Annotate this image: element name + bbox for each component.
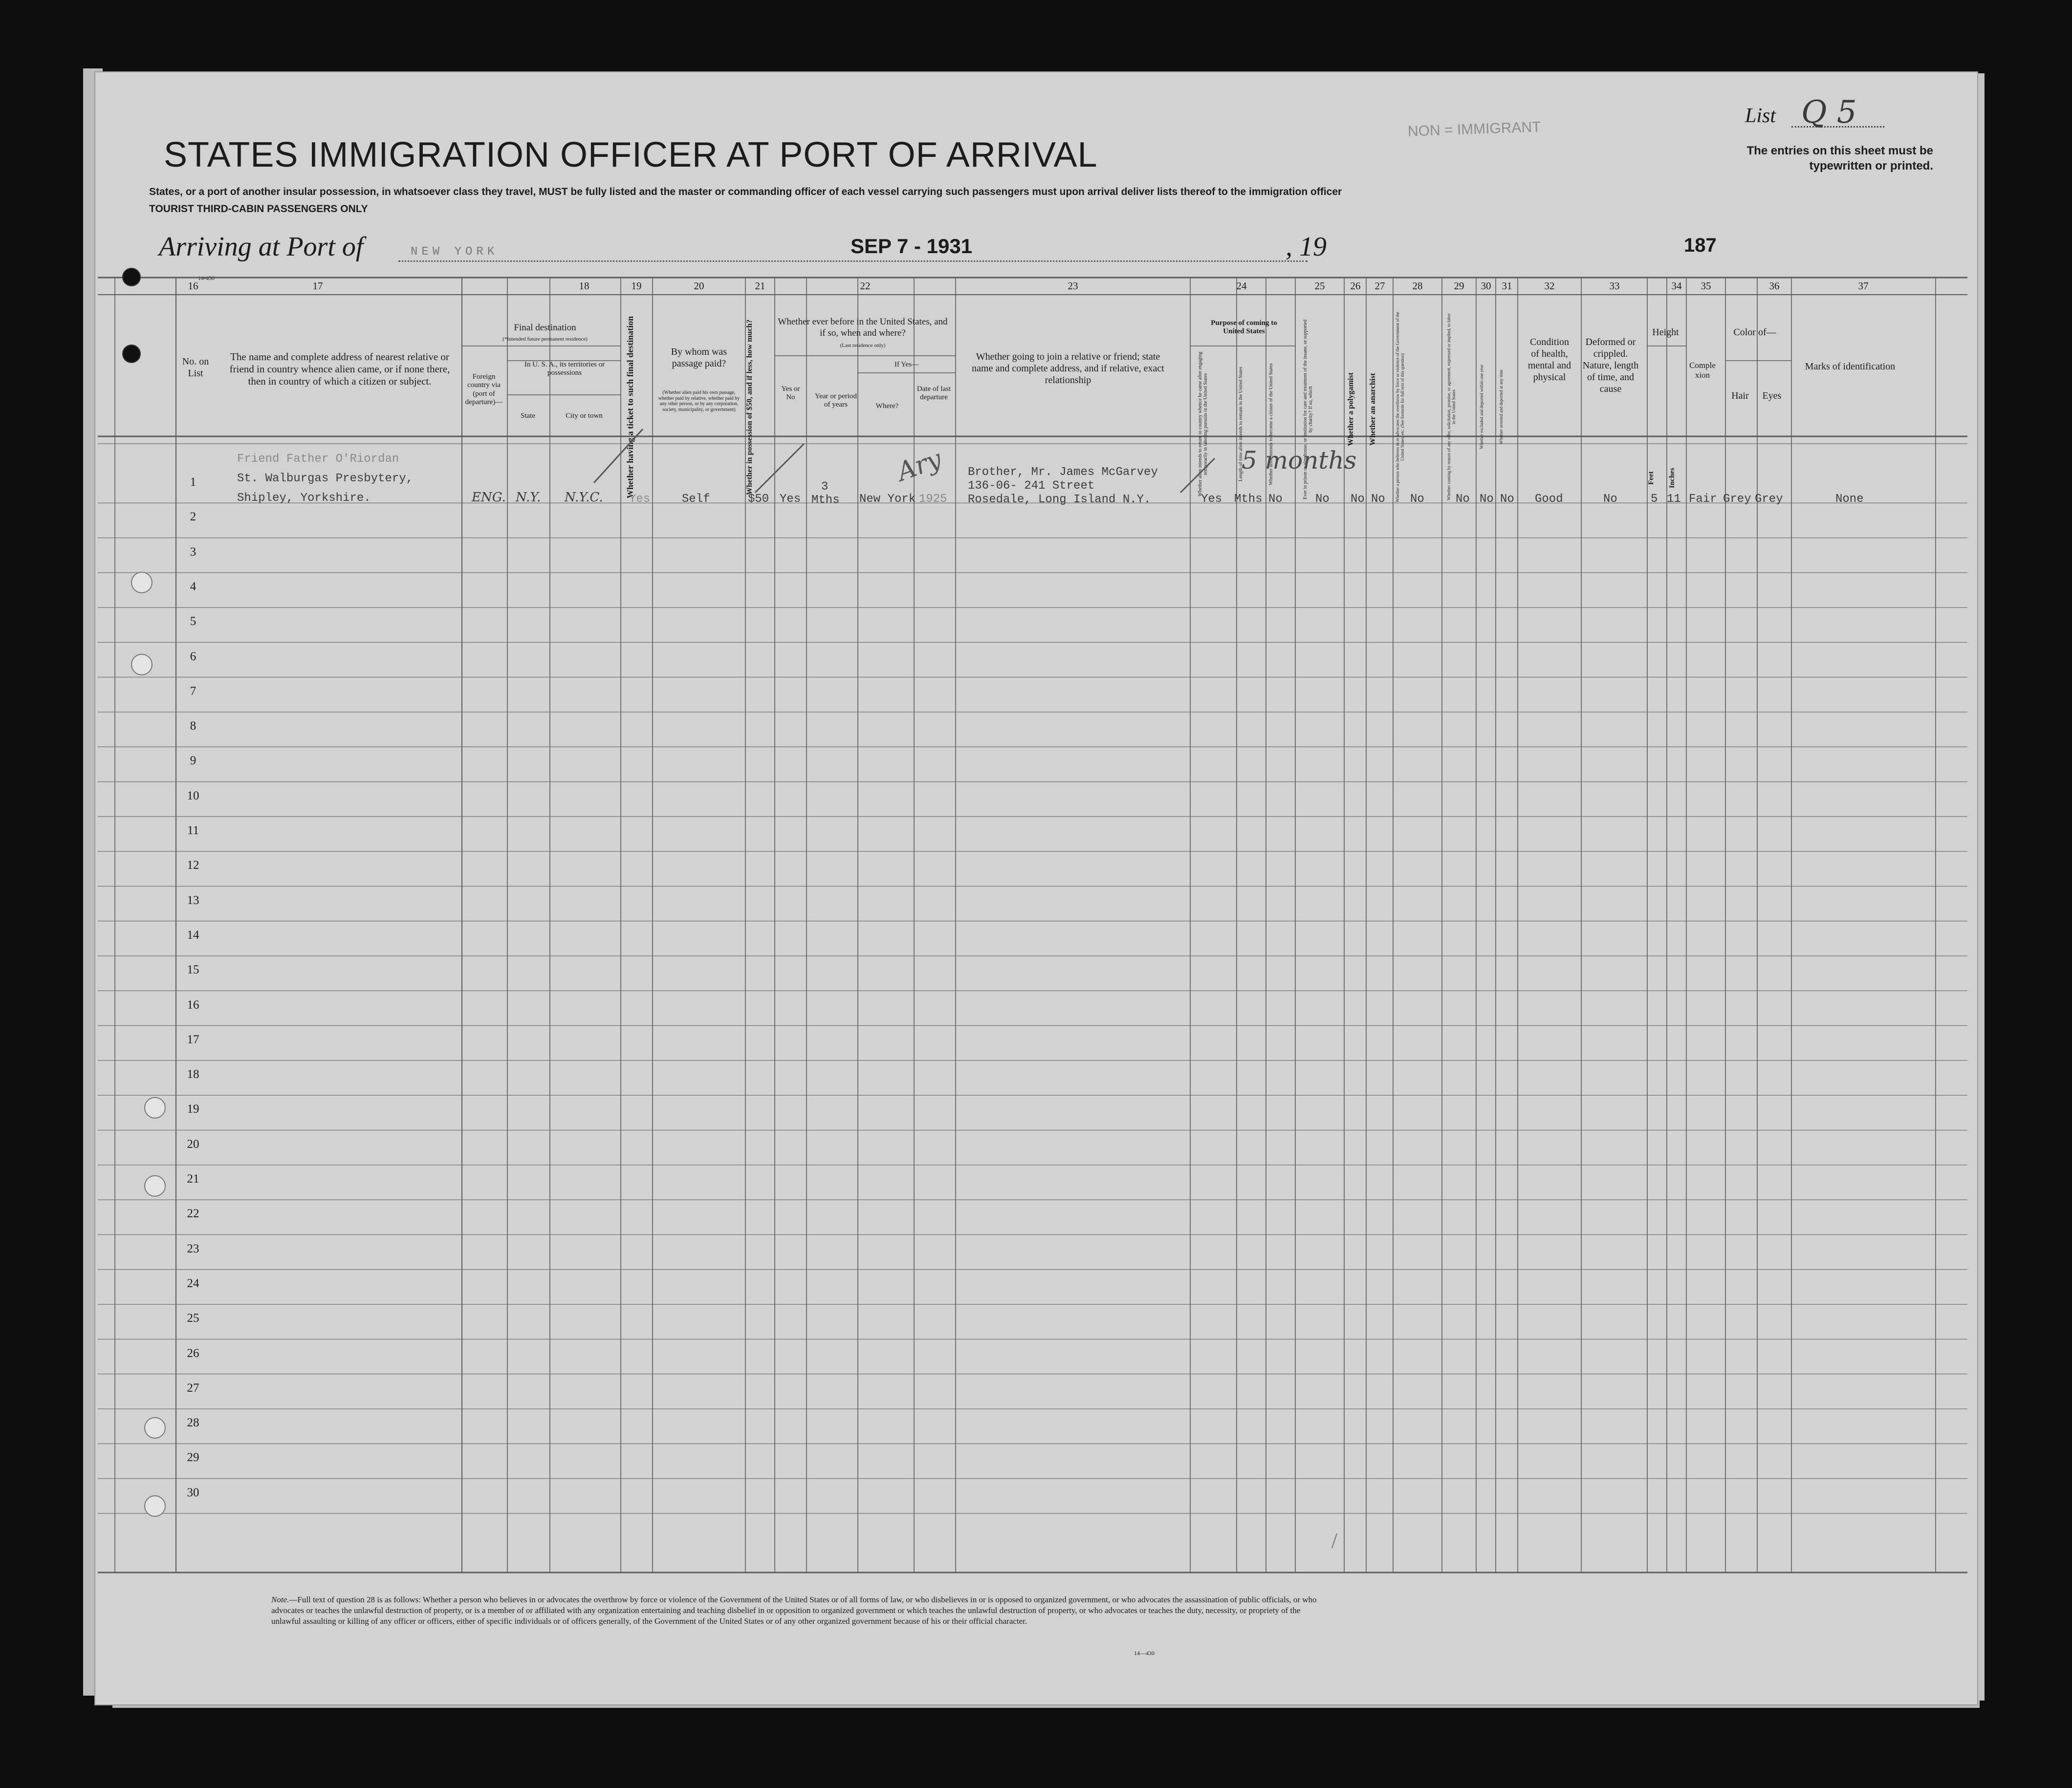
class-line: TOURIST THIRD-CABIN PASSENGERS ONLY (149, 203, 368, 215)
header-col20-title: By whom was passage paid? (671, 346, 727, 369)
header-col34-title: Height (1652, 327, 1679, 338)
pencil-marks (95, 72, 1977, 1704)
row-number: 8 (190, 719, 196, 733)
row-number: 7 (190, 684, 196, 698)
row-number: 9 (190, 754, 196, 768)
length-handwritten: 5 months (1242, 446, 1357, 474)
column-number: 27 (1374, 280, 1385, 292)
row-number: 10 (187, 789, 199, 802)
period-line1: 3 (821, 480, 829, 494)
header-col22-date: Date of last departure (916, 385, 951, 402)
header-col20-sub: (Whether alien paid his own passage, whether paid by relative, whether paid by any other person, or by any corporation, society, municipality, or government) (658, 390, 740, 412)
header-col16: No. on List (182, 356, 209, 379)
header-col34-inches: Inches (1668, 468, 1676, 488)
q30: No (1480, 493, 1494, 506)
page-title: STATES IMMIGRATION OFFICER AT PORT OF ARRIVAL (164, 135, 1098, 174)
punch-hole (122, 268, 141, 286)
header-col36-eyes: Eyes (1762, 390, 1782, 401)
row-number: 2 (190, 510, 196, 524)
page-subtitle: States, or a port of another insular possession, in whatsoever class they travel, MUST be fully listed and the master or commanding officer of each vessel carrying such passengers must upon arrival deliver lists thereof to the immigration officer (149, 186, 1342, 197)
header-col22-where: Where? (875, 402, 899, 410)
header-col22-year: Year or period of years (815, 392, 857, 409)
punch-hole (122, 345, 141, 363)
header-col18-foreign: Foreign country via (port of departure)— (465, 373, 503, 406)
row-number: 30 (187, 1486, 199, 1499)
manifest-sheet (95, 72, 1977, 1704)
non-immigrant-stamp: NON = IMMIGRANT (1407, 119, 1541, 140)
form-code: 14—430 (1134, 1650, 1155, 1657)
row-number: 21 (187, 1172, 199, 1185)
money: $50 (748, 493, 769, 506)
header-col30: Whether excluded and deported within one year (1479, 365, 1484, 450)
row-number: 22 (187, 1207, 199, 1221)
header-col22-title: Whether ever before in the United States, and if so, when and where? (778, 317, 948, 338)
date-last: 1925 (919, 493, 947, 506)
header-col22-yesno: Yes or No (781, 385, 800, 402)
health: Good (1535, 493, 1563, 506)
column-number: 31 (1502, 280, 1512, 292)
punch-hole (144, 1175, 166, 1197)
header-col17: The name and complete address of nearest relative or friend in country whence alien came, or if none there, then in country of which a citizen or subject. (229, 351, 450, 388)
punch-hole (131, 654, 153, 675)
header-col24-title: Purpose of coming to United States (1211, 319, 1277, 336)
header-col21: Whether in possession of $50, and if less, how much? (745, 319, 754, 495)
row-number: 25 (187, 1312, 199, 1325)
row-number: 11 (187, 824, 199, 837)
row-number: 29 (187, 1451, 199, 1465)
row-number: 4 (190, 580, 196, 593)
header-col18-city: City or town (566, 412, 603, 420)
row-number: 20 (187, 1137, 199, 1151)
column-number: 28 (1412, 280, 1423, 292)
row-number: 26 (187, 1346, 199, 1360)
header-col36-hair: Hair (1731, 390, 1749, 401)
column-number: 23 (1068, 280, 1078, 292)
year-prefix: , 19 (1286, 232, 1327, 262)
footer-note (271, 1594, 1322, 1627)
period-line2: Mths (811, 494, 840, 507)
length-stay: Mths (1234, 493, 1263, 506)
join-line1: Brother, Mr. James McGarvey (968, 466, 1158, 479)
citizen: No (1268, 493, 1283, 506)
marks: None (1835, 493, 1864, 506)
header-col24-b: Length of time alien intends to remain in the United States (1238, 366, 1243, 482)
row-number: 14 (187, 928, 199, 942)
row-number: 18 (187, 1068, 199, 1081)
list-label: List (1745, 105, 1776, 127)
hair-color: Grey (1723, 493, 1751, 506)
column-number: 30 (1481, 280, 1491, 292)
page-number: 187 (1684, 235, 1717, 256)
q28: No (1410, 493, 1424, 506)
row-number: 15 (187, 963, 199, 977)
polygamist: No (1351, 493, 1365, 506)
header-col36-title: Color of— (1733, 327, 1776, 338)
column-number: 16 (188, 280, 198, 292)
column-number: 24 (1236, 280, 1247, 292)
row-number: 24 (187, 1276, 199, 1290)
hand-mark: Ary (893, 444, 946, 487)
row-number: 19 (187, 1102, 199, 1116)
punch-hole (144, 1417, 166, 1439)
column-number: 25 (1314, 280, 1325, 292)
relative-line1: Friend Father O'Riordan (237, 452, 399, 466)
return-intent: Yes (1201, 493, 1222, 506)
column-number: 21 (755, 280, 765, 292)
column-number: 19 (631, 280, 642, 292)
dest-state: N.Y. (516, 490, 541, 505)
header-col28: Whether a person who believes in or advocates the overthrow by force or violence of the Government of the United States, etc. (See footnote for full text of this question) (1395, 312, 1405, 502)
header-col18-usa: In U. S. A., its territories or possessions (524, 361, 605, 377)
list-value: Q 5 (1801, 94, 1857, 130)
prison: No (1315, 493, 1330, 506)
row-number: 13 (187, 893, 199, 907)
join-line3: Rosedale, Long Island N.Y. (968, 493, 1151, 506)
relative-line2: St. Walburgas Presbytery, (237, 472, 414, 485)
dest-city: N.Y.C. (565, 490, 603, 505)
row-number: 3 (190, 545, 196, 559)
row-number: 17 (187, 1033, 199, 1046)
column-number: 29 (1454, 280, 1464, 292)
relative-line3: Shipley, Yorkshire. (237, 492, 371, 505)
header-col19: Whether having a ticket to such final destination (625, 316, 635, 498)
deformed: No (1603, 493, 1617, 506)
row-number: 27 (187, 1381, 199, 1395)
foreign-country: ENG. (472, 490, 506, 505)
header-col37: Marks of identification (1805, 361, 1896, 372)
header-col27: Whether an anarchist (1369, 373, 1377, 446)
header-col18-title: Final destination (514, 323, 576, 333)
header-col24-a: Whether alien intends to return to country whence he came after engaging temporarily in laboring pursuits in the United States (1198, 351, 1208, 497)
header-col29: Whether coming by reason of any offer, solicitation, promise, or agreement, expressed or implied, to labor in the United States (1446, 313, 1456, 501)
height-inches: 11 (1667, 493, 1681, 506)
column-number: 22 (860, 280, 871, 292)
header-col18-state: State (521, 412, 535, 420)
header-col33: Deformed or crippled. Nature, length of time, and cause (1582, 337, 1639, 394)
anarchist: No (1371, 493, 1385, 506)
column-number: 32 (1544, 280, 1555, 292)
header-col26: Whether a polygamist (1347, 372, 1355, 447)
arriving-label: Arriving at Port of (159, 232, 364, 262)
column-number: 33 (1609, 280, 1620, 292)
complexion: Fair (1689, 493, 1717, 506)
header-col23: Whether going to join a relative or friend; state name and complete address, and if relative, exact relationship (972, 351, 1164, 386)
note-text: —Full text of question 28 is as follows: Whether a person who believes in or advocates the overthrow by force or violence of the Government of the United States or of all forms of law, or who disbelieves in or is opposed to organized government, or who advocates the assassination of public officials, or who advocates or teaches the unlawful destruction of property, or is a member of or affiliated with any organization entertaining and teaching disbelief in or opposition to organized government or which teaches the unlawful destruction of property, or who advocates or teaches the duty, necessity, or propriety of the unlawful assaulting or killing of any officer or officers, either of specific individuals or of officers generally, of the Government of the United States or of any other organized government because of his or their official character. (271, 1595, 1317, 1626)
column-number: 17 (312, 280, 323, 292)
paid-by: Self (682, 493, 710, 506)
where: New York (859, 493, 916, 506)
header-col22-sub: (Last residence only) (840, 343, 886, 348)
header-col22-ifyes: If Yes— (894, 361, 919, 368)
header-col31: Whether arrested and deported at any time (1499, 369, 1504, 445)
punch-hole (144, 1495, 166, 1517)
row-number: 1 (190, 475, 196, 489)
form-code-top: 14-430 (198, 275, 215, 281)
date-stamp: SEP 7 - 1931 (851, 235, 973, 258)
row-number: 5 (190, 615, 196, 628)
port-name: NEW YORK (411, 245, 499, 259)
column-number: 18 (579, 280, 589, 292)
column-number: 34 (1671, 280, 1682, 292)
before-yesno: Yes (780, 493, 801, 506)
height-feet: 5 (1651, 493, 1658, 506)
row-number: 6 (190, 649, 196, 663)
ticket: Yes (629, 493, 651, 506)
q29: No (1456, 493, 1470, 506)
row-number: 28 (187, 1416, 199, 1430)
header-col32: Condition of health, mental and physical (1527, 337, 1571, 383)
column-number: 35 (1701, 280, 1711, 292)
header-col25: Ever in prison or almshouse, or institution for care and treatment of the insane, or supported by charity? If so, which (1303, 320, 1313, 499)
header-col34-feet: Feet (1647, 471, 1655, 485)
eye-color: Grey (1755, 493, 1783, 506)
punch-hole (144, 1097, 166, 1119)
punch-hole (131, 572, 153, 593)
join-line2: 136-06- 241 Street (968, 479, 1095, 493)
header-col24-c: Whether alien intends to become a citizen of the United States (1268, 363, 1274, 485)
note-label: Note. (271, 1595, 289, 1604)
row-number: 12 (187, 859, 199, 872)
header-col18-sub: (*Intended future permanent residence) (502, 336, 588, 342)
column-number: 36 (1769, 280, 1780, 292)
row-number: 23 (187, 1242, 199, 1255)
row-number: 16 (187, 998, 199, 1012)
column-number: 20 (694, 280, 704, 292)
column-number: 37 (1858, 280, 1869, 292)
column-number: 26 (1350, 280, 1361, 292)
header-col35: Complexion (1689, 361, 1716, 380)
entries-note: The entries on this sheet must be typewritten or printed. (1746, 144, 1933, 173)
q31: No (1500, 493, 1514, 506)
